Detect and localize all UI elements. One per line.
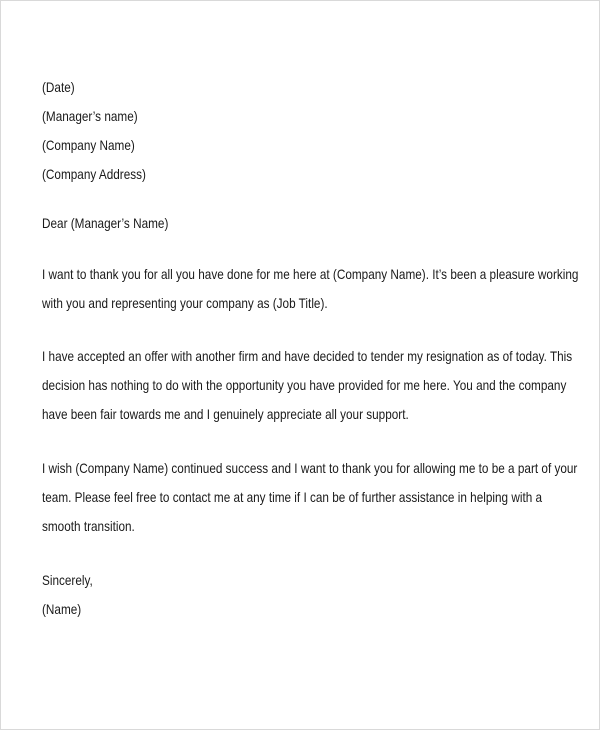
spacer [42,241,496,263]
company-address-line: (Company Address) [42,166,146,182]
date-line: (Date) [42,79,75,95]
spacer [42,544,496,569]
closing: Sincerely, [42,572,93,588]
paragraph-line: decision has nothing to do with the opportunity you have provided for me here. You and the company [42,377,567,393]
paragraph-line: team. Please feel free to contact me at any time if I can be of further assistance in helping with a [42,489,543,505]
resignation-letter [42,76,579,627]
spacer [42,192,496,212]
paragraph-line: I wish (Company Name) continued success and I want to thank you for allowing me to be a part of your [42,460,578,476]
paragraph-3 [42,457,578,544]
letter-header [42,76,496,192]
paragraph-line: I want to thank you for all you have done for me here at (Company Name). It’s been a pleasure working [42,266,579,282]
paragraph-line: smooth transition. [42,518,135,534]
paragraph-line: have been fair towards me and I genuinely appreciate all your support. [42,406,409,422]
manager-name-line: (Manager’s name) [42,108,138,124]
paragraph-1 [42,263,579,321]
spacer [42,432,496,457]
paragraph-line: I have accepted an offer with another firm and have decided to tender my resignation as of today. This [42,348,573,364]
spacer [42,321,496,345]
signature-name: (Name) [42,601,82,617]
paragraph-2 [42,345,573,432]
salutation: Dear (Manager’s Name) [42,215,169,231]
paragraph-line: with you and representing your company as (Job Title). [42,295,328,311]
company-name-line: (Company Name) [42,137,135,153]
